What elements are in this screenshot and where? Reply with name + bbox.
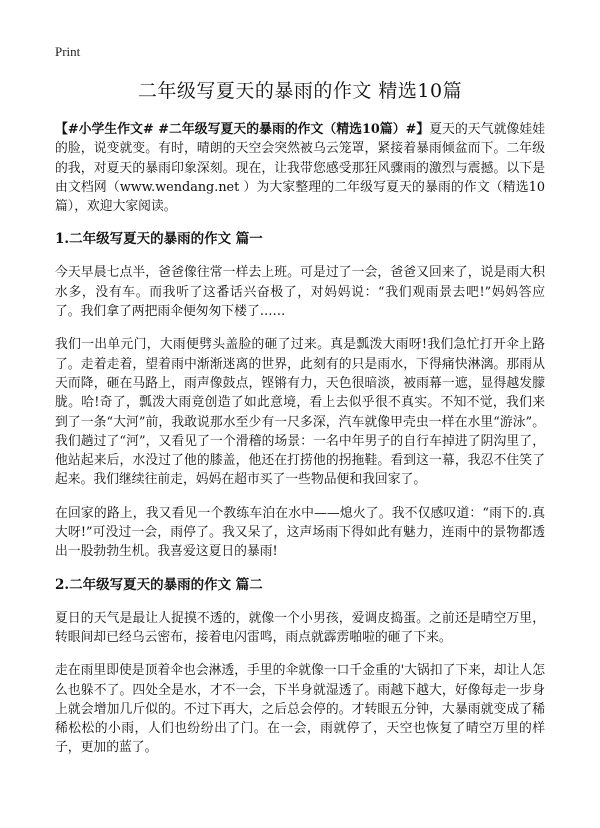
section-heading-2: 2.二年级写夏天的暴雨的作文 篇二 (55, 576, 263, 593)
print-label: Print (55, 44, 81, 59)
page-title: 二年级写夏天的暴雨的作文 精选10篇 (137, 80, 463, 102)
section-2-paragraph-2: 走在雨里即使是顶着伞也会淋透，手里的伞就像一口千金重的'大锅扣了下来，却让人怎么也躲不了。四处全是水，才不一会，下半身就湿透了。雨越下越大，好像每走一步身上就会增加几斤似的。不过下再大，之后总会停的。才转眼五分钟，大暴雨就变成了稀稀松松的小雨，人们也纷纷出了门。在一会，雨就停了，天空也恢复了晴空万里的样子，更加的蓝了。 (55, 663, 545, 756)
section-1-paragraph-2: 我们一出单元门，大雨便劈头盖脸的砸了过来。真是瓢泼大雨呀!我们急忙打开伞上路了。走着走着，望着雨中渐渐迷离的世界，此刻有的只是雨水，下得痛快淋漓。那雨从天而降，砸在马路上，雨声像鼓点，铿锵有力，天色很暗淡，被雨幕一遮，显得越发朦胧。哈!奇了，瓢泼大雨竟创造了如此意境，看上去似乎很不真实。不知不觉，我们来到了一条“大河”前，我敢说那水至少有一尺多深，汽车就像甲壳虫一样在水里“游泳”。我们趟过了“河”，又看见了一个滑稽的场景：一名中年男子的自行车掉进了阴沟里了，他站起来后，水没过了他的膝盖，他还在打捞他的拐拖鞋。看到这一幕，我忍不住笑了起来。我们继续往前走，妈妈在超市买了一些物品便和我回家了。 (55, 337, 545, 488)
intro-bold-tag: 【#小学生作文# #二年级写夏天的暴雨的作文（精选10篇）#】 (55, 122, 430, 137)
intro-paragraph (55, 120, 545, 216)
section-1-paragraph-3: 在回家的路上，我又看见一个教练车泊在水中——熄火了。我不仅感叹道：“雨下的.真大呀!”可没过一会，雨停了。我又呆了，这声场雨下得如此有魅力，连雨中的景物都透出一股勃勃生机。我喜爱这夏日的暴雨! (55, 505, 545, 560)
section-1-paragraph-1: 今天早晨七点半，爸爸像往常一样去上班。可是过了一会，爸爸又回来了，说是雨大积水多，没有车。而我听了这番话兴奋极了，对妈妈说：“我们观雨景去吧!”妈妈答应了。我们拿了两把雨伞便匆匆下楼了…… (55, 265, 545, 320)
section-heading-1: 1.二年级写夏天的暴雨的作文 篇一 (55, 231, 263, 248)
intro-text: 夏天的天气就像娃娃的脸，说变就变。有时，晴朗的天空会突然被乌云笼罩，紧接着暴雨倾盆而下。二年级的我，对夏天的暴雨印象深刻。现在，让我带您感受那狂风骤雨的激烈与震撼。以下是由文档网（www.wendang.net ）为大家整理的二年级写夏天的暴雨的作文（精选10篇），欢迎大家阅读。 (55, 122, 546, 215)
document-body (55, 120, 545, 772)
section-2-paragraph-1: 夏日的天气是最让人捉摸不透的，就像一个小男孩，爱调皮捣蛋。之前还是晴空万里，转眼间却已经乌云密布，接着电闪雷鸣，雨点就霹雳啪啦的砸了下来。 (55, 610, 545, 645)
